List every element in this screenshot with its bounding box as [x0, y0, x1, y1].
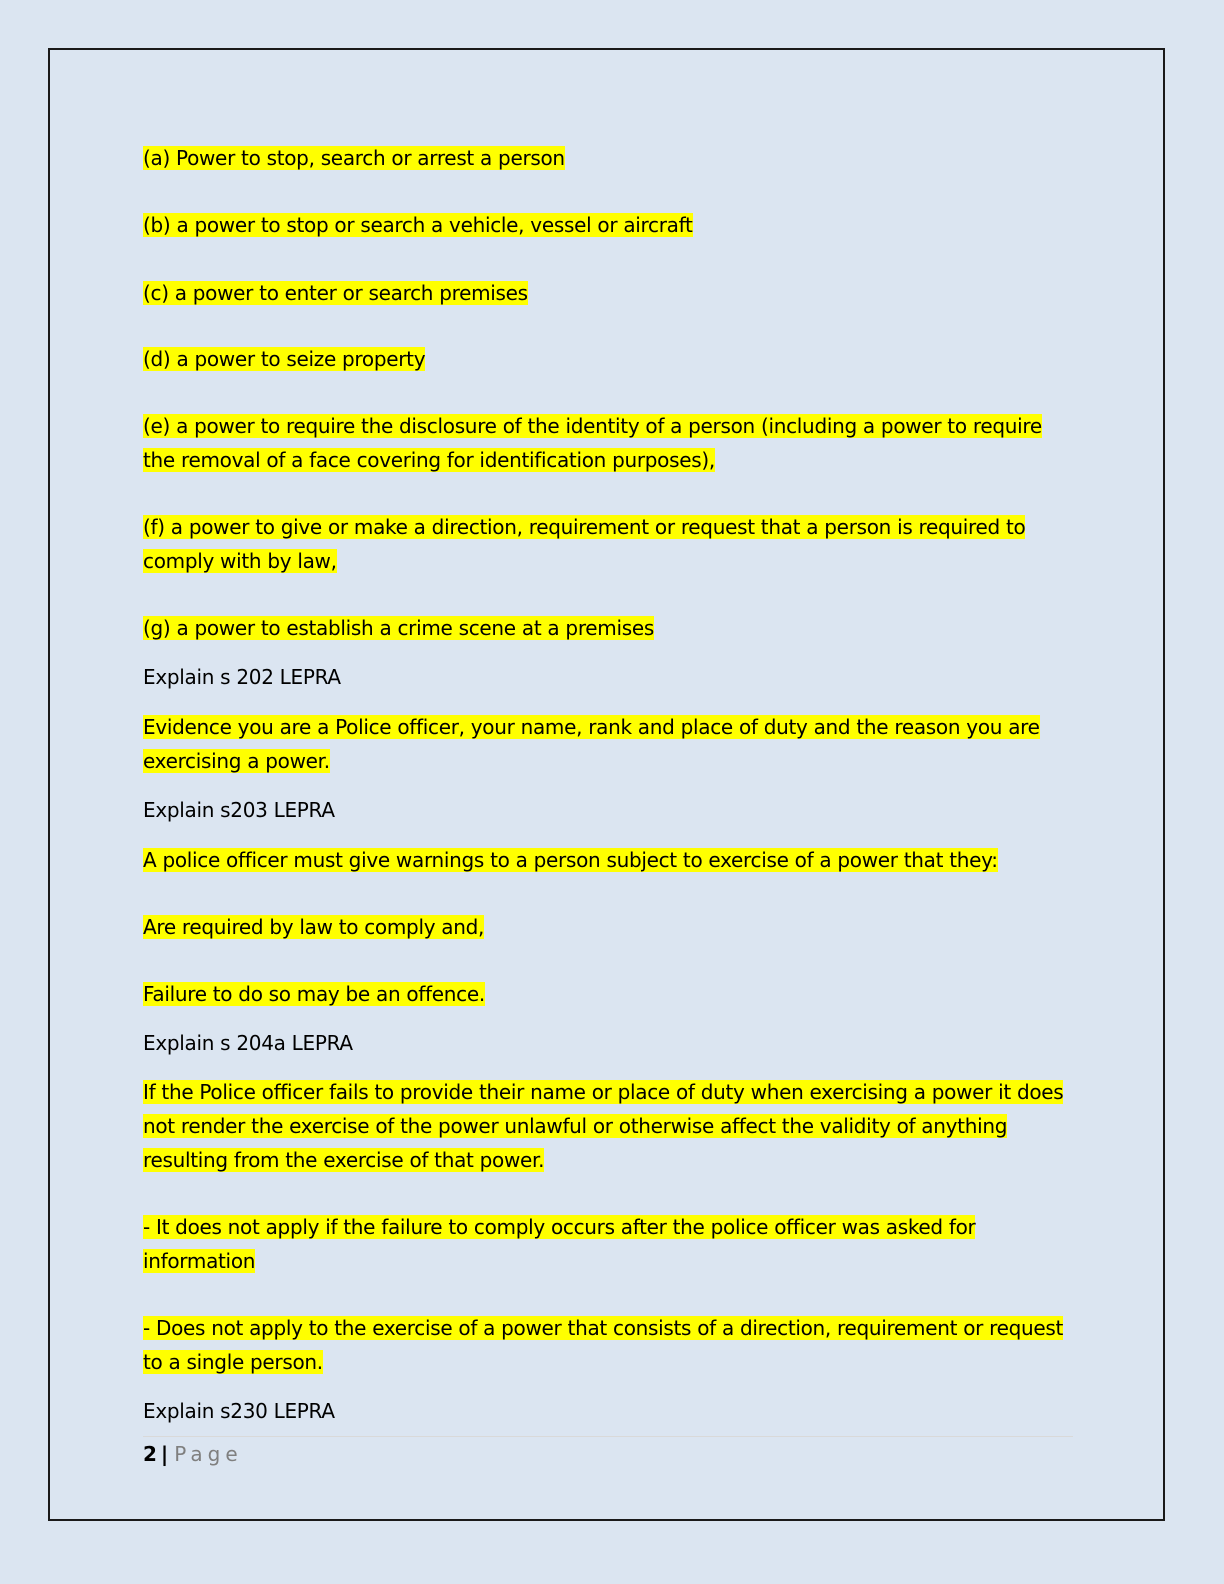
list-item-e-line-1: (e) a power to require the disclosure of the identity of a person (including a power to require [143, 414, 1042, 438]
question-s202: Explain s 202 LEPRA [143, 665, 341, 689]
answer-s204a-exception-2-line-2: to a single person. [143, 1350, 323, 1374]
answer-s204a-line-2: not render the exercise of the power unlawful or otherwise affect the validity of anything [143, 1114, 1008, 1138]
list-item-f-line-2: comply with by law, [143, 549, 337, 573]
answer-s204a-exception-2-line-1: - Does not apply to the exercise of a power that consists of a direction, requirement or request [143, 1316, 1064, 1340]
answer-s204a-exception-1-line-2: information [143, 1249, 256, 1273]
answer-s202-line-2: exercising a power. [143, 749, 330, 773]
list-item-c: (c) a power to enter or search premises [143, 281, 528, 305]
page-number: 2 [143, 1442, 157, 1466]
footer-divider [143, 1436, 1073, 1437]
list-item-b: (b) a power to stop or search a vehicle, vessel or aircraft [143, 213, 693, 237]
footer-separator: | [160, 1442, 169, 1466]
page-label: Page [174, 1442, 243, 1466]
answer-s203-intro: A police officer must give warnings to a person subject to exercise of a power that they: [143, 848, 998, 872]
answer-s203-point-2: Failure to do so may be an offence. [143, 982, 485, 1006]
list-item-a: (a) Power to stop, search or arrest a person [143, 146, 565, 170]
answer-s204a-line-1: If the Police officer fails to provide their name or place of duty when exercising a power it does [143, 1080, 1064, 1104]
question-s203: Explain s203 LEPRA [143, 798, 335, 822]
question-s230: Explain s230 LEPRA [143, 1399, 335, 1423]
page-footer [143, 1438, 243, 1470]
question-s204a: Explain s 204a LEPRA [143, 1031, 353, 1055]
page-border [48, 48, 1165, 1521]
answer-s204a-line-3: resulting from the exercise of that power. [143, 1148, 545, 1172]
list-item-g: (g) a power to establish a crime scene at a premises [143, 616, 654, 640]
list-item-d: (d) a power to seize property [143, 347, 426, 371]
answer-s203-point-1: Are required by law to comply and, [143, 915, 485, 939]
list-item-f-line-1: (f) a power to give or make a direction, requirement or request that a person is required to [143, 515, 1026, 539]
answer-s202-line-1: Evidence you are a Police officer, your name, rank and place of duty and the reason you are [143, 715, 1040, 739]
list-item-e-line-2: the removal of a face covering for identification purposes), [143, 448, 715, 472]
answer-s204a-exception-1-line-1: - It does not apply if the failure to comply occurs after the police officer was asked for [143, 1215, 976, 1239]
